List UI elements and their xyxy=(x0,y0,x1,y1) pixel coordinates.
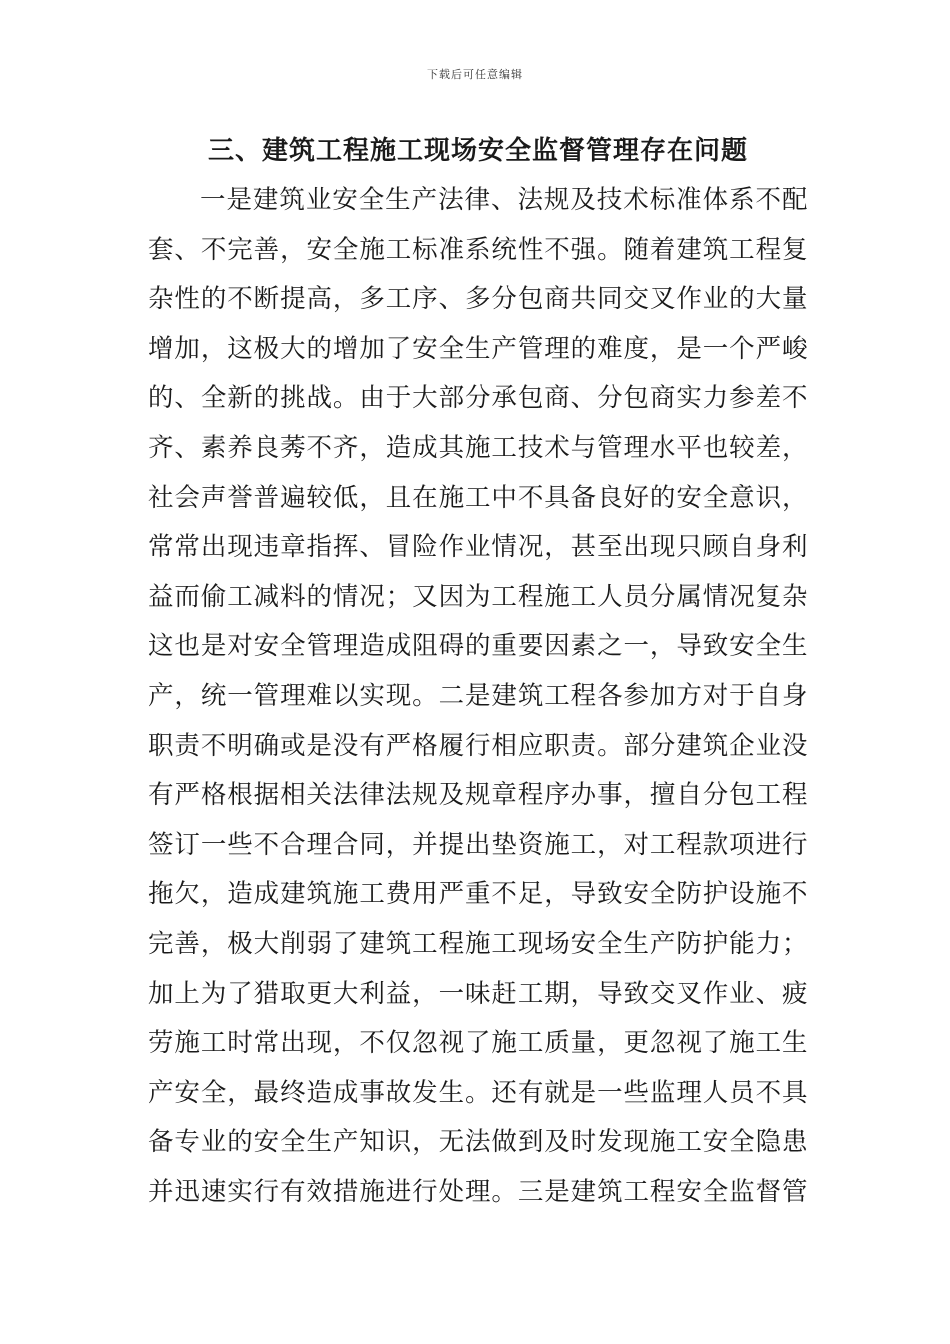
text-line: 完善，极大削弱了建筑工程施工现场安全生产防护能力； xyxy=(148,928,808,959)
text-line: 并迅速实行有效措施进行处理。三是建筑工程安全监督管 xyxy=(148,1176,808,1207)
text-line: 有严格根据相关法律法规及规章程序办事，擅自分包工程 xyxy=(148,780,808,811)
text-line: 增加，这极大的增加了安全生产管理的难度，是一个严峻 xyxy=(148,333,808,364)
text-line: 产安全，最终造成事故发生。还有就是一些监理人员不具 xyxy=(148,1077,808,1108)
text-line: 产，统一管理难以实现。二是建筑工程各参加方对于自身 xyxy=(148,680,808,711)
text-line: 签订一些不合理合同，并提出垫资施工，对工程款项进行 xyxy=(148,829,808,860)
section-title: 三、建筑工程施工现场安全监督管理存在问题 xyxy=(207,136,748,166)
text-line: 社会声誉普遍较低，且在施工中不具备良好的安全意识， xyxy=(148,482,808,513)
text-line: 加上为了猎取更大利益，一味赶工期，导致交叉作业、疲 xyxy=(148,978,808,1009)
text-line: 常常出现违章指挥、冒险作业情况，甚至出现只顾自身利 xyxy=(148,532,808,563)
text-line: 套、不完善，安全施工标准系统性不强。随着建筑工程复 xyxy=(148,234,808,265)
text-line: 益而偷工减料的情况；又因为工程施工人员分属情况复杂 xyxy=(148,581,808,612)
text-line: 一是建筑业安全生产法律、法规及技术标准体系不配 xyxy=(200,185,808,215)
text-line: 职责不明确或是没有严格履行相应职责。部分建筑企业没 xyxy=(148,730,808,761)
text-line: 备专业的安全生产知识，无法做到及时发现施工安全隐患 xyxy=(148,1127,808,1158)
header-note: 下载后可任意编辑 xyxy=(427,68,523,81)
text-line: 的、全新的挑战。由于大部分承包商、分包商实力参差不 xyxy=(148,383,808,414)
text-line: 劳施工时常出现，不仅忽视了施工质量，更忽视了施工生 xyxy=(148,1028,808,1059)
text-line: 杂性的不断提高，多工序、多分包商共同交叉作业的大量 xyxy=(148,284,808,315)
body-paragraph xyxy=(148,176,808,1217)
text-line: 齐、素养良莠不齐，造成其施工技术与管理水平也较差， xyxy=(148,432,808,463)
text-line: 拖欠，造成建筑施工费用严重不足，导致安全防护设施不 xyxy=(148,879,808,910)
text-line: 这也是对安全管理造成阻碍的重要因素之一，导致安全生 xyxy=(148,631,808,662)
